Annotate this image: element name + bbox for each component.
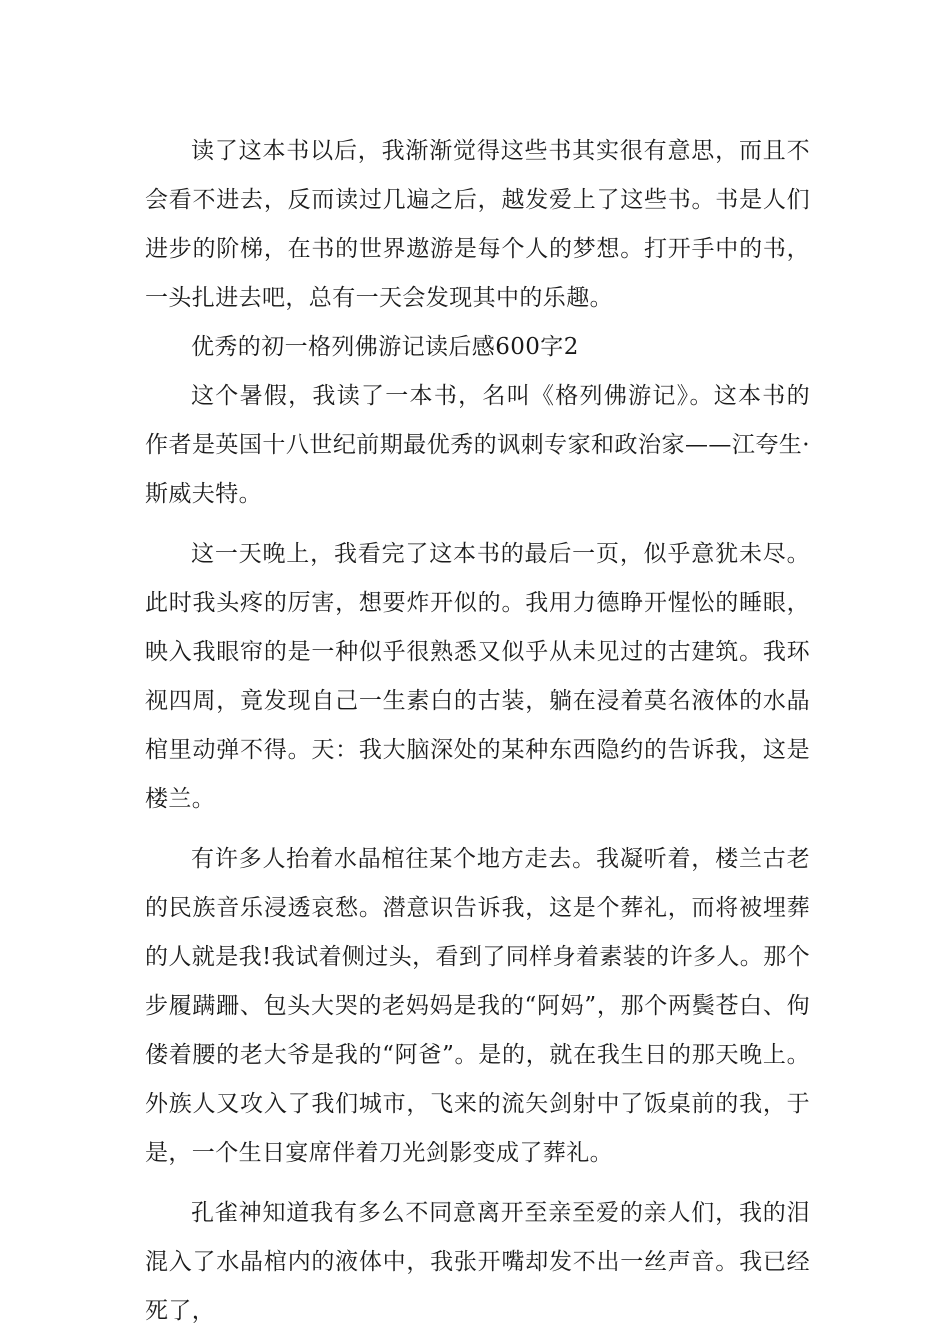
document-body xyxy=(145,127,810,1336)
essay-heading: 优秀的初一格列佛游记读后感600字2 xyxy=(191,334,579,360)
paragraph-funeral: 有许多人抬着水晶棺往某个地方走去。我凝听着，楼兰古老的民族音乐浸透哀愁。潜意识告诉我，这是个葬礼，而将被埋葬的人就是我!我试着侧过头，看到了同样身着素装的许多人。那个步履蹒跚、包头大哭的老妈妈是我的“阿妈”，那个两鬓苍白、佝偻着腰的老大爷是我的“阿爸”。是的，就在我生日的那天晚上。外族人又攻入了我们城市，飞来的流矢剑射中了饭桌前的我，于是，一个生日宴席伴着刀光剑影变成了葬礼。 xyxy=(145,846,810,1166)
paragraph-reading-reflection: 读了这本书以后，我渐渐觉得这些书其实很有意思，而且不会看不进去，反而读过几遍之后，越发爱上了这些书。书是人们进步的阶梯，在书的世界遨游是每个人的梦想。打开手中的书，一头扎进去吧，总有一天会发现其中的乐趣。 xyxy=(145,138,810,311)
paragraph-night-dream: 这一天晚上，我看完了这本书的最后一页，似乎意犹未尽。此时我头疼的厉害，想要炸开似的。我用力德睁开惺忪的睡眼，映入我眼帘的是一种似乎很熟悉又似乎从未见过的古建筑。我环视四周，竟发现自己一生素白的古装，躺在浸着莫名液体的水晶棺里动弹不得。天：我大脑深处的某种东西隐约的告诉我，这是楼兰。 xyxy=(145,541,810,812)
paragraph-book-intro: 这个暑假，我读了一本书，名叫《格列佛游记》。这本书的作者是英国十八世纪前期最优秀的讽刺专家和政治家——江夸生·斯威夫特。 xyxy=(145,383,810,507)
paragraph-peacock-god: 孔雀神知道我有多么不同意离开至亲至爱的亲人们，我的泪混入了水晶棺内的液体中，我张开嘴却发不出一丝声音。我已经死了， xyxy=(145,1200,810,1324)
